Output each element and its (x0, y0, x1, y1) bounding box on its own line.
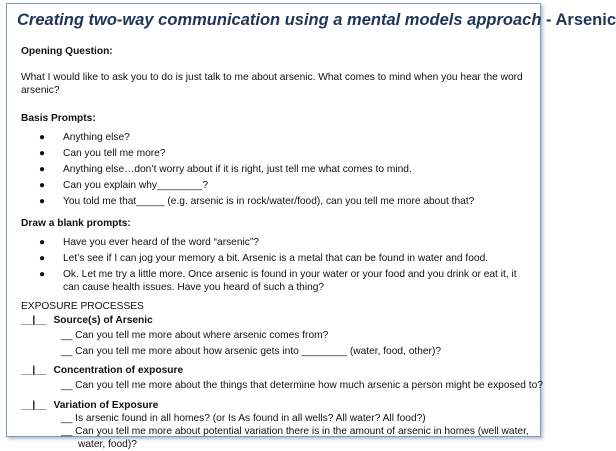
section-marker: __|__ (21, 400, 47, 411)
exposure-item: __ Can you tell me more about the things that determine how much arsenic a person might be exposed to? (61, 380, 543, 391)
bullet-icon: ● (39, 269, 46, 280)
section-title: Source(s) of Arsenic (53, 315, 153, 326)
basis-item: ● Anything else? (39, 132, 130, 143)
basis-heading: Basis Prompts: (21, 113, 96, 124)
section-marker: __|__ (21, 315, 47, 326)
blank-item: ● Ok. Let me try a little more. Once arsenic is found in your water or your food and you drink or eat it, it can cause health issues. Have you heard of such a thing? (39, 269, 517, 293)
basis-item: ● You told me that_____ (e.g. arsenic is in rock/water/food), can you tell me more about that? (39, 196, 475, 207)
opening-text: What I would like to ask you to do is just talk to me about arsenic. What comes to mind when you hear the word arsenic? (21, 72, 523, 96)
section-title: Variation of Exposure (53, 400, 159, 411)
blank-heading: Draw a blank prompts: (21, 218, 131, 229)
bullet-icon: ● (39, 148, 46, 159)
bullet-icon: ● (39, 253, 46, 264)
bullet-icon: ● (39, 237, 46, 248)
basis-item: ● Can you tell me more? (39, 148, 166, 159)
exposure-section-concentration (21, 364, 183, 377)
bullet-icon: ● (39, 196, 46, 207)
exposure-item: __ Can you tell me more about how arsenic gets into ________ (water, food, other)? (61, 346, 441, 357)
document-frame (6, 3, 616, 450)
exposure-heading: EXPOSURE PROCESSES (21, 301, 144, 312)
exposure-item: __ Can you tell me more about potential variation there is in the amount of arsenic in homes (well water, water, food)? (61, 426, 529, 450)
basis-item: ● Can you explain why________? (39, 180, 208, 191)
opening-heading: Opening Question: (21, 46, 113, 57)
title-suffix: - Arsenic (541, 11, 616, 29)
exposure-item: __ Is arsenic found in all homes? (or Is As found in all wells? All water? All food?) (61, 413, 426, 424)
exposure-section-source (21, 314, 153, 327)
exposure-item: __ Can you tell me more about where arsenic comes from? (61, 330, 329, 341)
basis-item: ● Anything else…don’t worry about if it is right, just tell me what comes to mind. (39, 164, 412, 175)
title-main: Creating two-way communication using a mental models approach (17, 11, 542, 29)
section-title: Concentration of exposure (53, 365, 184, 376)
bullet-icon: ● (39, 164, 46, 175)
bullet-icon: ● (39, 132, 46, 143)
blank-item: ● Have you ever heard of the word “arsenic”? (39, 237, 259, 248)
section-marker: __|__ (21, 365, 47, 376)
blank-item: ● Let’s see if I can jog your memory a bit. Arsenic is a metal that can be found in water and food. (39, 253, 489, 264)
exposure-section-variation (21, 399, 158, 412)
bullet-icon: ● (39, 180, 46, 191)
document-title (17, 11, 616, 30)
